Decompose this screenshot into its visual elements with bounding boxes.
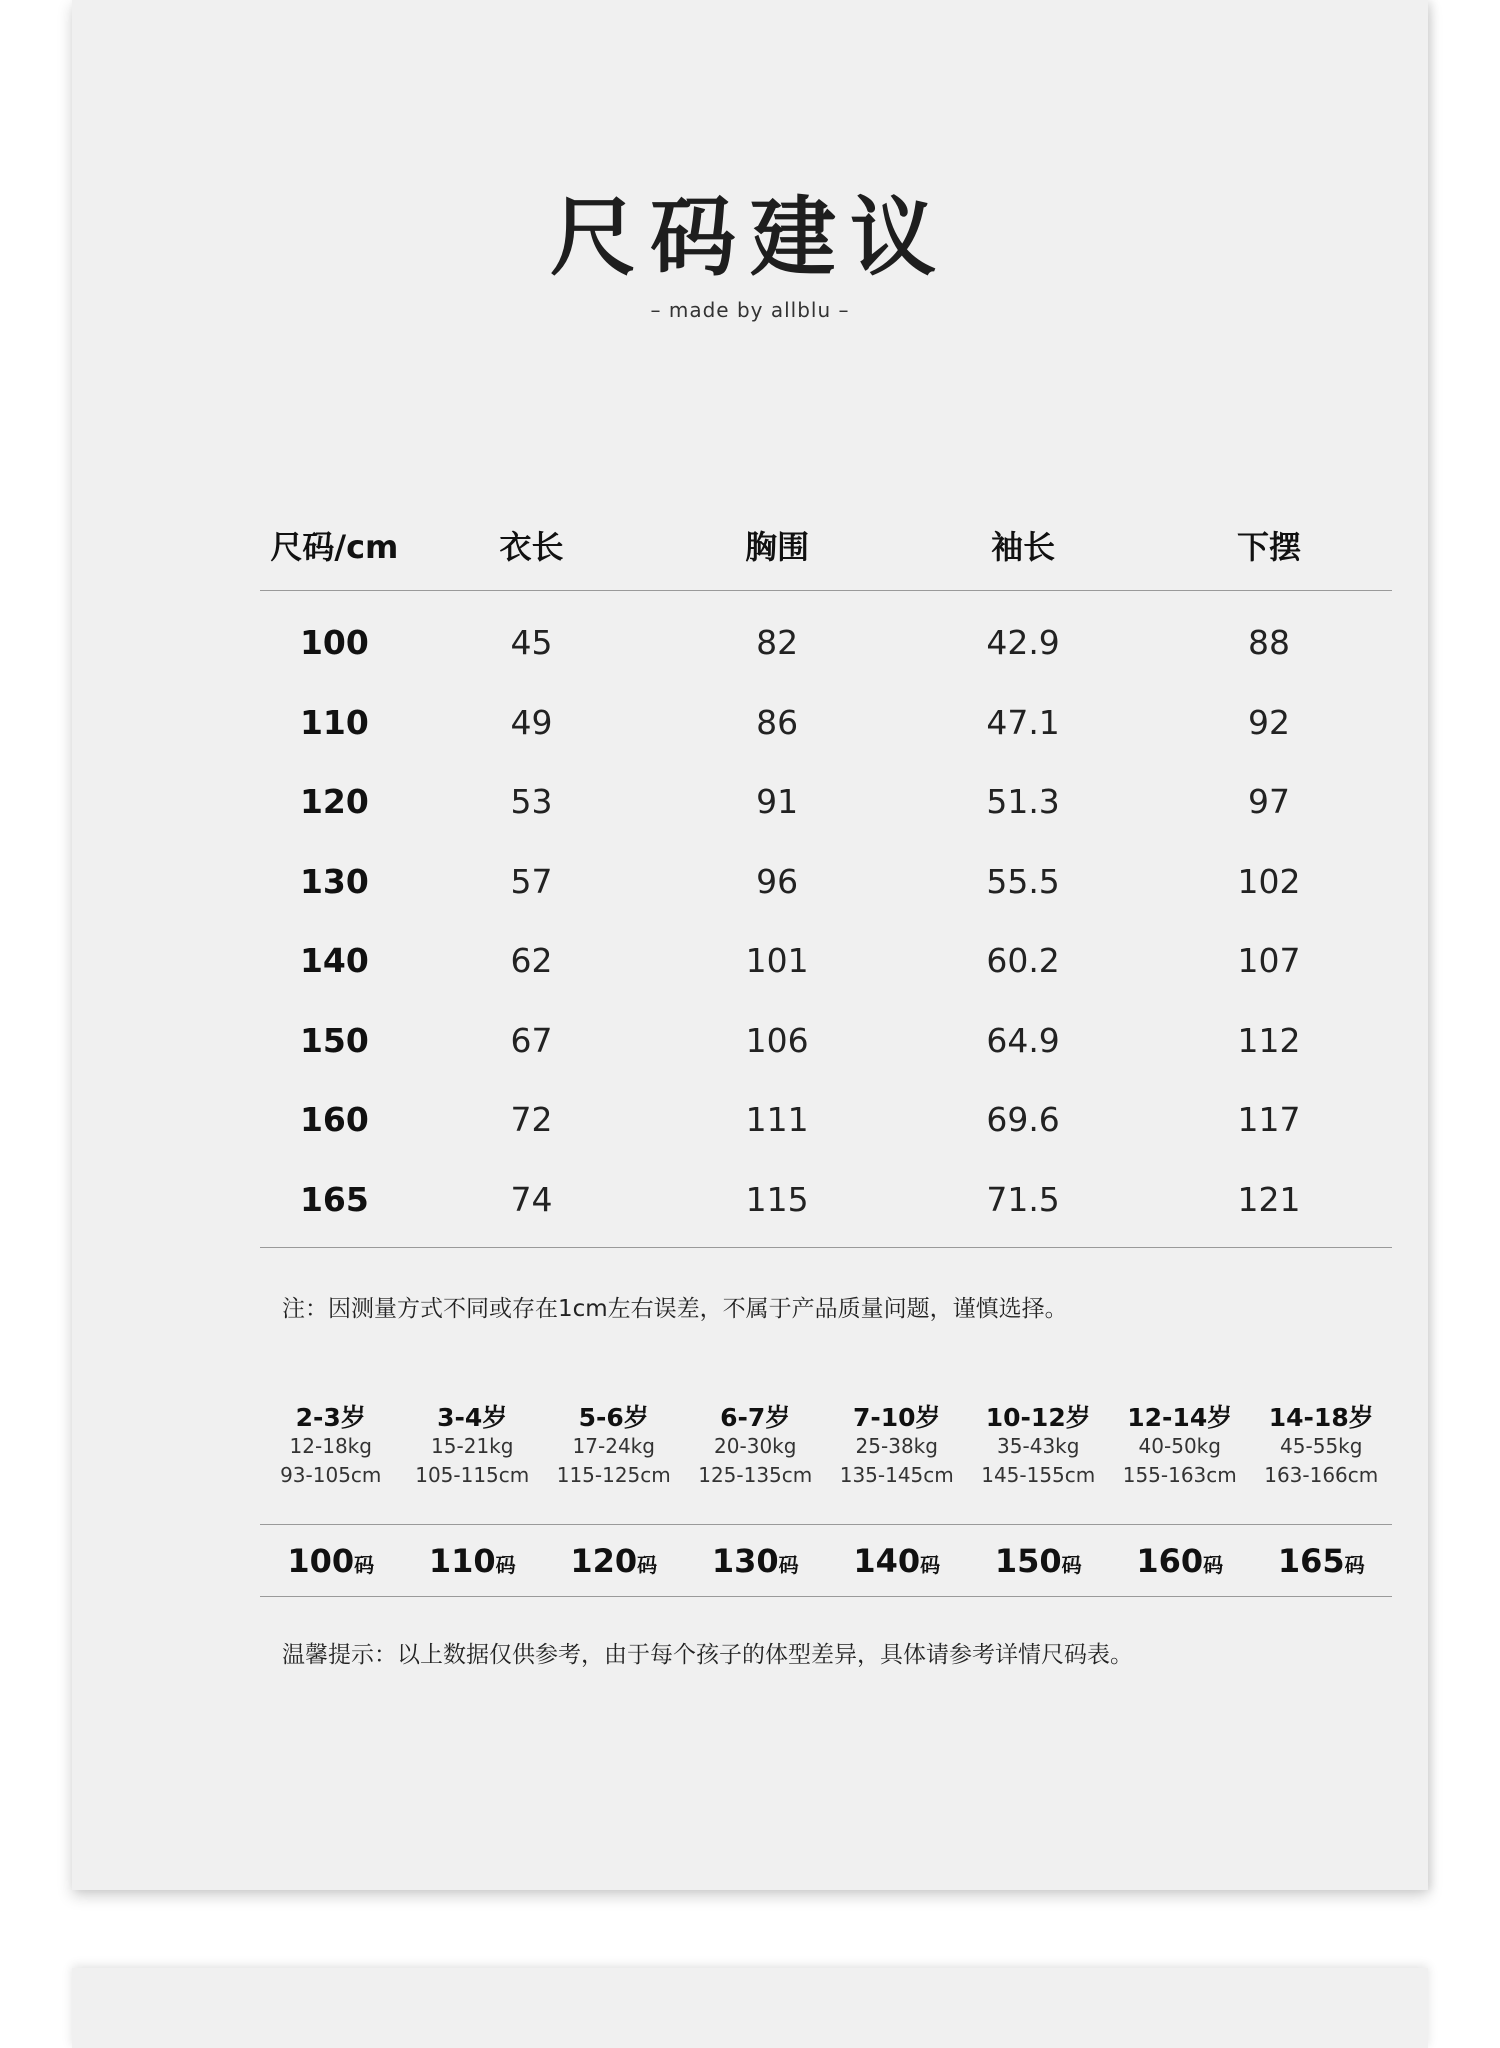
size-unit: 码	[354, 1553, 375, 1577]
warm-tip: 温馨提示：以上数据仅供参考，由于每个孩子的体型差异，具体请参考详情尺码表。	[282, 1642, 1133, 1668]
column-header-hem: 下摆	[1146, 500, 1392, 591]
chest-cell: 82	[756, 623, 799, 663]
size-number: 100	[287, 1542, 355, 1580]
hem-cell: 121	[1146, 1160, 1392, 1248]
brand-subtitle: – made by allblu –	[650, 298, 850, 322]
age-range: 6-7岁	[720, 1403, 791, 1432]
age-group	[402, 1398, 544, 1492]
age-group-list	[260, 1398, 1392, 1492]
column-header-length: 衣长	[409, 500, 654, 591]
height-range: 93-105cm	[280, 1463, 382, 1487]
height-range: 125-135cm	[698, 1463, 813, 1487]
table-row	[260, 591, 1392, 683]
size-cell: 140	[299, 941, 369, 981]
sleeve-cell: 47.1	[986, 702, 1060, 742]
size-unit: 码	[637, 1553, 658, 1577]
age-group	[685, 1398, 827, 1492]
age-group	[826, 1398, 968, 1492]
recommended-size	[826, 1526, 968, 1596]
chest-cell: 115	[654, 1160, 900, 1248]
sleeve-cell: 64.9	[986, 1020, 1060, 1060]
chest-cell: 111	[745, 1100, 809, 1140]
sleeve-cell: 51.3	[986, 782, 1060, 822]
height-range: 105-115cm	[415, 1463, 530, 1487]
sleeve-cell: 55.5	[986, 861, 1060, 901]
chest-cell: 101	[745, 941, 809, 981]
size-number: 130	[711, 1542, 779, 1580]
column-header-sleeve: 袖长	[900, 500, 1146, 591]
size-cell: 100	[299, 623, 369, 663]
table-row	[260, 1001, 1392, 1081]
measurement-note: 注：因测量方式不同或存在1cm左右误差，不属于产品质量问题，谨慎选择。	[282, 1296, 1068, 1322]
weight-range: 35-43kg	[997, 1434, 1080, 1458]
chest-cell: 91	[756, 782, 799, 822]
length-cell: 72	[510, 1100, 553, 1140]
hem-cell: 102	[1237, 861, 1301, 901]
sleeve-cell: 71.5	[900, 1160, 1146, 1248]
length-cell: 62	[510, 941, 553, 981]
weight-range: 15-21kg	[431, 1434, 514, 1458]
size-unit: 码	[1203, 1553, 1224, 1577]
length-cell: 49	[510, 702, 553, 742]
age-range: 3-4岁	[437, 1403, 508, 1432]
column-header-size: 尺码/cm	[260, 500, 409, 591]
table-row	[260, 1160, 1392, 1248]
height-range: 135-145cm	[839, 1463, 954, 1487]
chest-cell: 96	[756, 861, 799, 901]
size-cell: 150	[299, 1020, 369, 1060]
size-number: 140	[853, 1542, 921, 1580]
size-number: 150	[994, 1542, 1062, 1580]
size-unit: 码	[920, 1553, 941, 1577]
age-range: 12-14岁	[1127, 1403, 1233, 1432]
age-range: 10-12岁	[985, 1403, 1091, 1432]
size-number: 120	[570, 1542, 638, 1580]
height-range: 163-166cm	[1264, 1463, 1379, 1487]
length-cell: 67	[510, 1020, 553, 1060]
hem-cell: 88	[1248, 623, 1291, 663]
size-number: 110	[428, 1542, 496, 1580]
recommended-size	[1109, 1526, 1251, 1596]
age-group	[260, 1398, 402, 1492]
weight-range: 12-18kg	[289, 1434, 372, 1458]
divider	[260, 1524, 1392, 1525]
age-range: 5-6岁	[578, 1403, 649, 1432]
age-range: 7-10岁	[852, 1403, 941, 1432]
weight-range: 40-50kg	[1138, 1434, 1221, 1458]
size-cell: 120	[299, 782, 369, 822]
table-row	[260, 1080, 1392, 1160]
age-group	[543, 1398, 685, 1492]
table-header-row	[260, 500, 1392, 591]
recommended-size	[543, 1526, 685, 1596]
page-title: 尺码建议	[550, 188, 950, 288]
size-guide-card	[72, 0, 1428, 1890]
sleeve-cell: 60.2	[986, 941, 1060, 981]
weight-range: 20-30kg	[714, 1434, 797, 1458]
size-cell: 130	[299, 861, 369, 901]
length-cell: 57	[510, 861, 553, 901]
size-cell: 160	[299, 1100, 369, 1140]
table-row	[260, 762, 1392, 842]
hem-cell: 97	[1248, 782, 1291, 822]
length-cell: 45	[510, 623, 553, 663]
size-cell: 110	[299, 702, 369, 742]
age-group	[968, 1398, 1110, 1492]
chest-cell: 86	[756, 702, 799, 742]
recommended-size	[260, 1526, 402, 1596]
weight-range: 17-24kg	[572, 1434, 655, 1458]
age-range: 14-18岁	[1268, 1403, 1374, 1432]
table-row	[260, 842, 1392, 922]
recommended-size	[685, 1526, 827, 1596]
recommended-size	[402, 1526, 544, 1596]
recommended-size-row	[260, 1526, 1392, 1597]
recommended-size	[1251, 1526, 1393, 1596]
size-number: 165	[1277, 1542, 1345, 1580]
size-unit: 码	[1344, 1553, 1365, 1577]
size-unit: 码	[495, 1553, 516, 1577]
table-row	[260, 921, 1392, 1001]
hem-cell: 112	[1237, 1020, 1301, 1060]
next-card-edge	[72, 1968, 1428, 2048]
sleeve-cell: 42.9	[986, 623, 1060, 663]
height-range: 145-155cm	[981, 1463, 1096, 1487]
height-range: 115-125cm	[556, 1463, 671, 1487]
size-unit: 码	[1061, 1553, 1082, 1577]
size-unit: 码	[778, 1553, 799, 1577]
recommended-size	[968, 1526, 1110, 1596]
hem-cell: 92	[1248, 702, 1291, 742]
hem-cell: 107	[1237, 941, 1301, 981]
hem-cell: 117	[1237, 1100, 1301, 1140]
length-cell: 53	[510, 782, 553, 822]
weight-range: 25-38kg	[855, 1434, 938, 1458]
age-range: 2-3岁	[295, 1403, 366, 1432]
column-header-chest: 胸围	[654, 500, 900, 591]
sleeve-cell: 69.6	[986, 1100, 1060, 1140]
age-group	[1251, 1398, 1393, 1492]
table-row	[260, 683, 1392, 763]
size-number: 160	[1136, 1542, 1204, 1580]
chest-cell: 106	[745, 1020, 809, 1060]
weight-range: 45-55kg	[1280, 1434, 1363, 1458]
length-cell: 74	[409, 1160, 654, 1248]
height-range: 155-163cm	[1122, 1463, 1237, 1487]
size-table	[260, 500, 1392, 1248]
size-cell: 165	[260, 1160, 409, 1248]
age-group	[1109, 1398, 1251, 1492]
